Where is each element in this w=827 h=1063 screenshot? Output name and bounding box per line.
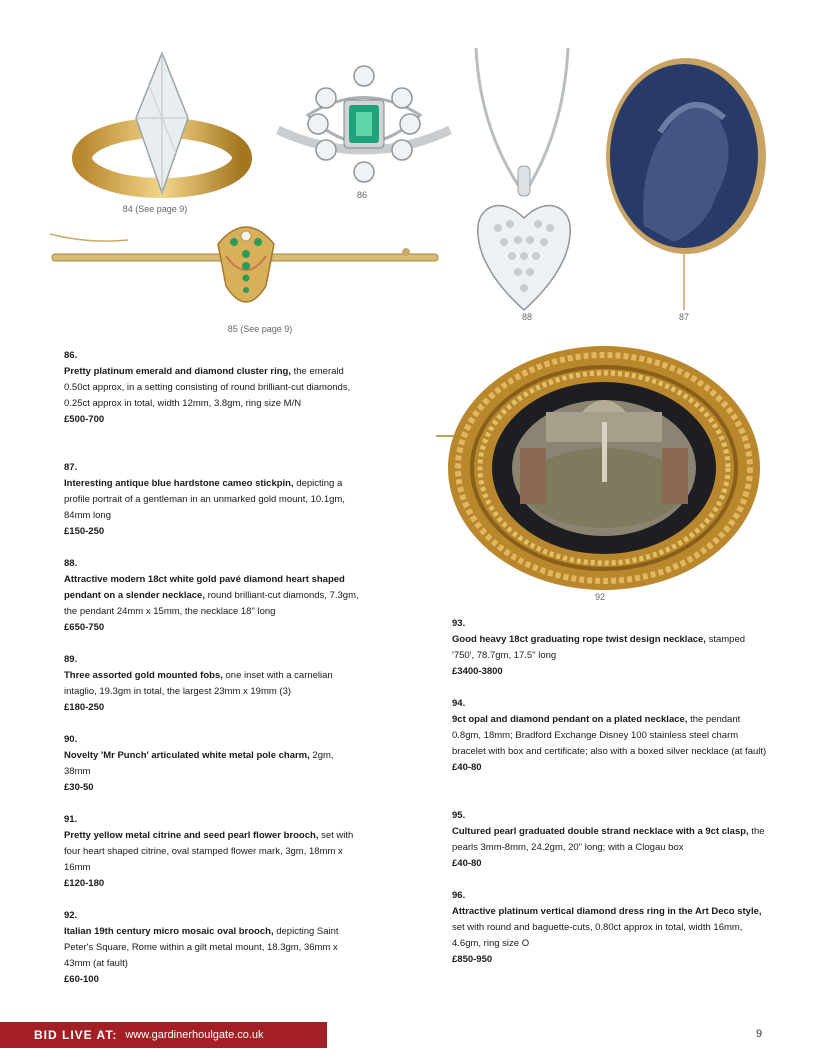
lot-description: depicting a profile portrait of a gentleman in an unmarked gold mount, 10.1gm, 84mm long <box>64 478 345 521</box>
lot-title: Cultured pearl graduated double strand necklace with a 9ct clasp, <box>452 826 749 837</box>
lot-number: 89. <box>64 654 78 665</box>
lot-91-entry <box>64 812 360 892</box>
lot-title: Novelty 'Mr Punch' articulated white metal pole charm, <box>64 750 310 761</box>
lot-number: 95. <box>452 810 466 821</box>
lot-86-caption: 86 <box>356 190 367 200</box>
lot-89-entry <box>64 652 360 716</box>
lot-90-entry <box>64 732 360 796</box>
lot-estimate: £30-50 <box>64 782 94 793</box>
lot-estimate: £850-950 <box>452 954 493 965</box>
lot-number: 92. <box>64 910 78 921</box>
page-number: 9 <box>756 1028 763 1040</box>
lot-96-entry <box>452 888 768 968</box>
lot-93-entry <box>452 616 768 680</box>
lot-title: Italian 19th century micro mosaic oval brooch, <box>64 926 274 937</box>
lot-description: set with round and baguette-cuts, 0.80ct approx in total, width 16mm, 4.6gm, ring size O <box>452 922 743 949</box>
lot-estimate: £120-180 <box>64 878 105 889</box>
lot-estimate: £40-80 <box>452 762 482 773</box>
lot-86-ring-image <box>268 60 460 188</box>
lot-title: 9ct opal and diamond pendant on a plated necklace, <box>452 714 688 725</box>
lot-number: 93. <box>452 618 466 629</box>
lot-description: the emerald 0.50ct approx, in a setting consisting of round brilliant-cut diamonds, 0.25ct approx in total, width 12mm, 3.8gm, ring size M/N <box>64 366 351 409</box>
lot-number: 90. <box>64 734 78 745</box>
lot-estimate: £180-250 <box>64 702 105 713</box>
bid-live-label: BID LIVE AT: <box>34 1028 118 1042</box>
lot-description: round brilliant-cut diamonds, 7.3gm, the pendant 24mm x 15mm, the necklace 18" long <box>64 590 359 617</box>
lot-87-cameo-image <box>604 56 774 312</box>
lot-84-caption: 84 (See page 9) <box>122 204 188 214</box>
lot-number: 88. <box>64 558 78 569</box>
lot-title: Attractive platinum vertical diamond dress ring in the Art Deco style, <box>452 906 762 917</box>
lot-85-brooch-image <box>48 214 442 324</box>
lot-description: depicting Saint Peter's Square, Rome within a gilt metal mount, 18.3gm, 36mm x 43mm (at fault) <box>64 926 339 969</box>
lot-87-entry <box>64 460 360 540</box>
lot-85-caption: 85 (See page 9) <box>227 324 293 334</box>
lot-title: Attractive modern 18ct white gold pavé diamond heart shaped pendant on a slender necklace, <box>64 574 345 601</box>
lot-number: 91. <box>64 814 78 825</box>
lot-number: 86. <box>64 350 78 361</box>
website-link[interactable]: www.gardinerhoulgate.co.uk <box>125 1029 264 1041</box>
lot-description: the pendant 0.8gm, 18mm; Bradford Exchange Disney 100 stainless steel charm bracelet with box and certificate; also with a boxed silver necklace (at fault) <box>452 714 767 757</box>
lot-92-micromosaic-brooch-image <box>436 342 762 592</box>
footer-bid-live-bar <box>0 1022 327 1048</box>
lot-88-pendant-image <box>468 48 578 312</box>
lot-number: 96. <box>452 890 466 901</box>
lot-title: Pretty yellow metal citrine and seed pearl flower brooch, <box>64 830 319 841</box>
lot-92-caption: 92 <box>594 592 605 602</box>
lot-87-caption: 87 <box>678 312 689 322</box>
lot-88-caption: 88 <box>521 312 532 322</box>
lot-estimate: £150-250 <box>64 526 105 537</box>
lot-estimate: £500-700 <box>64 414 105 425</box>
lot-number: 87. <box>64 462 78 473</box>
lot-estimate: £3400-3800 <box>452 666 503 677</box>
lot-estimate: £60-100 <box>64 974 99 985</box>
lot-title: Pretty platinum emerald and diamond cluster ring, <box>64 366 291 377</box>
lot-number: 94. <box>452 698 466 709</box>
lot-95-entry <box>452 808 768 872</box>
lot-title: Three assorted gold mounted fobs, <box>64 670 223 681</box>
lot-88-entry <box>64 556 364 636</box>
lot-estimate: £650-750 <box>64 622 105 633</box>
lot-description: stamped '750', 78.7gm, 17.5" long <box>452 634 746 661</box>
lot-estimate: £40-80 <box>452 858 482 869</box>
lot-94-entry <box>452 696 768 776</box>
lot-84-ring-image <box>62 48 252 206</box>
lot-description: 2gm, 38mm <box>64 750 334 777</box>
lot-description: one inset with a carnelian intaglio, 19.3gm in total, the largest 23mm x 19mm (3) <box>64 670 333 697</box>
lot-title: Good heavy 18ct graduating rope twist design necklace, <box>452 634 706 645</box>
lot-description: set with four heart shaped citrine, oval stamped flower mark, 3gm, 18mm x 16mm <box>64 830 354 873</box>
lot-title: Interesting antique blue hardstone cameo stickpin, <box>64 478 294 489</box>
lot-86-entry <box>64 348 360 428</box>
lot-92-entry <box>64 908 360 988</box>
lot-description: the pearls 3mm-8mm, 24.2gm, 20" long; with a Clogau box <box>452 826 765 853</box>
